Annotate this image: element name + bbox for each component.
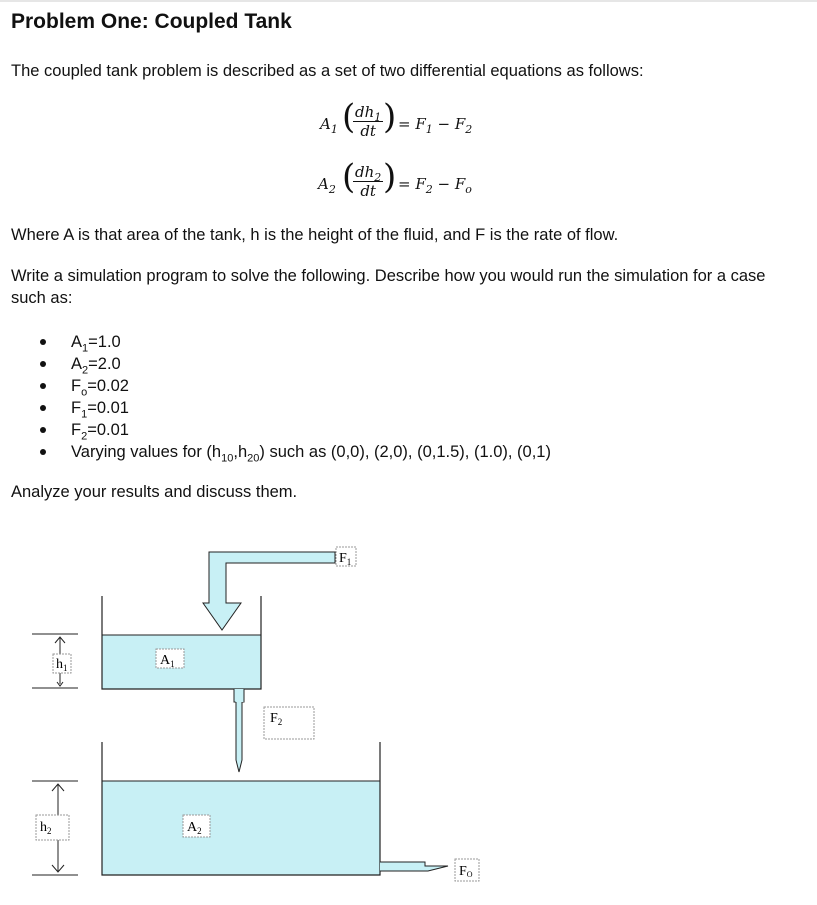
- eq2-rhs: = $F_2 - F_o$: [398, 175, 472, 196]
- inlet-pipe: [203, 552, 335, 630]
- label-h1: [53, 654, 71, 673]
- svg-text:A1: $A_1$: [160, 653, 175, 669]
- label-fo: [455, 859, 479, 881]
- eq2-fraction: $\frac{dh_2}{dt}$: [355, 163, 382, 200]
- coupled-tank-diagram: [0, 540, 817, 900]
- svg-text:FO: FO: [459, 864, 473, 879]
- label-f1: [336, 547, 356, 567]
- page-title: Problem One: Coupled Tank: [11, 10, 292, 33]
- label-h2: [36, 815, 69, 840]
- eq2-coefficient: $A_2$: [318, 175, 336, 196]
- label-a2: [183, 815, 210, 837]
- eq1-right-paren: ): [383, 97, 397, 137]
- outlet-pipe: [380, 862, 448, 871]
- eq1-coefficient: $A_1$: [320, 115, 338, 136]
- eq1-fraction: $\frac{dh_1}{dt}$: [355, 103, 382, 140]
- svg-text:h1: $h_1$: [56, 657, 68, 673]
- svg-text:F2: $F_2$: [270, 711, 283, 727]
- closing-text: Analyze your results and discuss them.: [11, 483, 298, 501]
- list-item: $F_1=0.01$: [40, 397, 551, 419]
- list-item: $F_o=0.02$: [40, 375, 551, 397]
- tank-2-water: [102, 781, 380, 875]
- svg-text:h2: $h_2$: [40, 820, 52, 836]
- svg-text:F1: $F_1$: [339, 551, 352, 567]
- svg-text:A2: $A_2$: [187, 820, 202, 836]
- top-border: [0, 0, 817, 2]
- eq2-left-paren: (: [342, 157, 356, 197]
- intro-text: The coupled tank problem is described as a set of two differential equations as follows:: [11, 62, 644, 80]
- list-item: $A_2=2.0$: [40, 353, 551, 375]
- label-f2: [264, 707, 314, 739]
- eq1-rhs: = $F_1 - F_2$: [398, 115, 473, 136]
- label-a1: [156, 649, 184, 669]
- list-item: $F_2=0.01$: [40, 419, 551, 441]
- eq2-right-paren: ): [383, 157, 397, 197]
- definition-text: Where A is that area of the tank, h is the height of the fluid, and F is the rate of flow.: [11, 226, 619, 244]
- list-item: Varying values for $(h_{10},h_{20})$ such as (0,0), (2,0), (0,1.5), (1.0), (0,1): [40, 441, 551, 463]
- parameter-list: [40, 331, 551, 463]
- task-text: Write a simulation program to solve the following. Describe how you would run the simulation for a case such as:: [11, 267, 766, 307]
- list-item: $A_1=1.0$: [40, 331, 551, 353]
- eq1-left-paren: (: [342, 97, 356, 137]
